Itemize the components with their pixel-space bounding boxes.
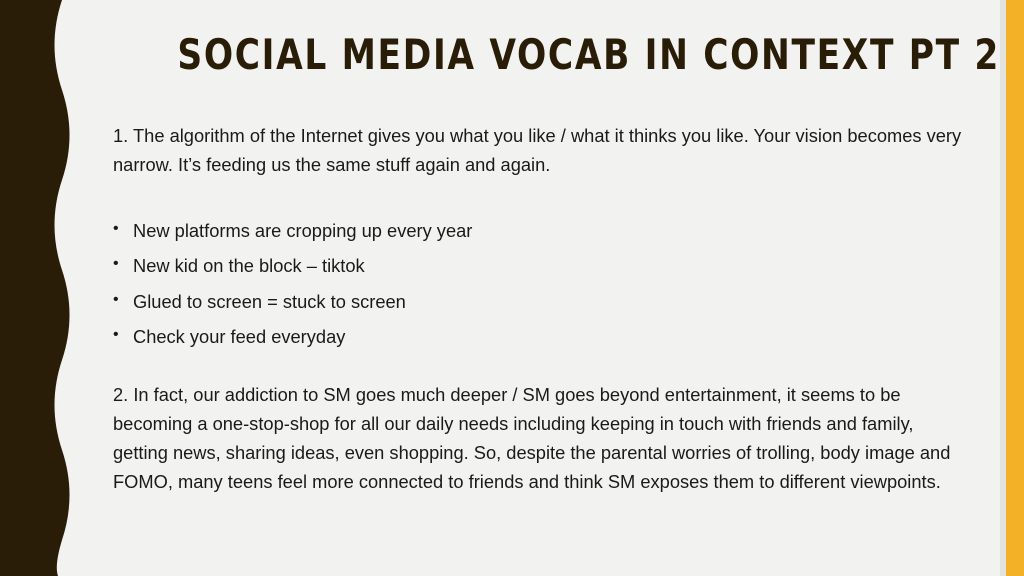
accent-stripe: [1006, 0, 1024, 576]
paragraph-1: 1. The algorithm of the Internet gives you what you like / what it thinks you like. Your vision becomes very narrow. It’s feeding us the same stuff again and again.: [113, 125, 962, 175]
bullet-dot-icon: •: [113, 290, 119, 308]
bullet-item: [113, 213, 963, 248]
bullet-dot-icon: •: [113, 255, 119, 273]
bullet-item: [113, 319, 963, 354]
bullet-text: New platforms are cropping up every year: [133, 220, 473, 241]
bullet-dot-icon: •: [113, 220, 119, 237]
bullet-text: Glued to screen = stuck to screen: [133, 290, 406, 312]
slide-body: [113, 121, 963, 496]
wavy-left-band: [0, 0, 80, 576]
bullet-item: [113, 284, 963, 319]
bullet-list: [113, 213, 963, 354]
paragraph-2: 2. In fact, our addiction to SM goes much deeper / SM goes beyond entertainment, it seems to be becoming a one-stop-shop for all our daily needs including keeping in touch with friends and family, getting news, sharing ideas, even shopping. So, despite the parental worries of trolling, body image and FOMO, many teens feel more connected to friends and think SM exposes them to different viewpoints.: [113, 384, 951, 493]
slide-title: SOCIAL MEDIA VOCAB IN CONTEXT PT 2: [177, 30, 1001, 79]
bullet-item: [113, 248, 963, 283]
bullet-text: Check your feed everyday: [133, 325, 346, 347]
bullet-text: New kid on the block – tiktok: [133, 255, 365, 277]
bullet-dot-icon: •: [113, 325, 119, 343]
